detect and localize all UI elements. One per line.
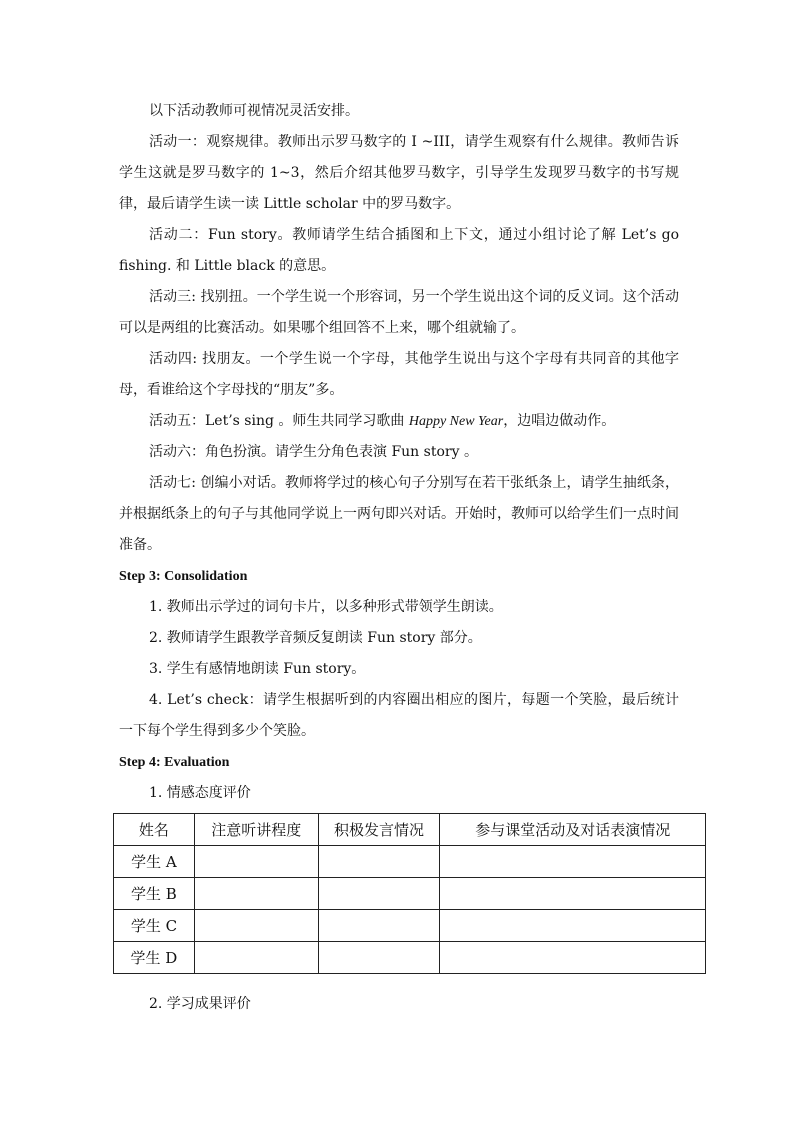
table-row (114, 846, 706, 878)
activity-text: 教师出示罗马数字的 I ~III，请学生观察有什么规律。教师告诉学生这就是罗马数字的 1~3，然后介绍其他罗马数字，引导学生发现罗马数字的书写规律，最后请学生读一读 Little scholar 中的罗马数字。 (119, 134, 679, 212)
cell (440, 846, 706, 878)
intro-paragraph: 以下活动教师可视情况灵活安排。 (149, 103, 359, 119)
activity-text: 找朋友。一个学生说一个字母，其他学生说出与这个字母有共同音的其他字母，看谁给这个字母找的“朋友”多。 (119, 351, 680, 398)
step3-item-1: 1. 教师出示学过的词句卡片，以多种形式带领学生朗读。 (149, 599, 503, 615)
cell (440, 910, 706, 942)
cell-student: 学生 B (114, 878, 195, 910)
cell (318, 910, 440, 942)
step3-check: 4. Let’s check：请学生根据听到的内容圈出相应的图片，每题一个笑脸，最后统计一下每个学生得到多少个笑脸。 (119, 692, 679, 739)
activity-text: 角色扮演。请学生分角色表演 Fun story 。 (205, 444, 478, 460)
table-header-row (114, 814, 706, 846)
song-title: Happy New Year (408, 414, 504, 429)
activity-label: 活动五： (149, 413, 205, 429)
cell-student: 学生 D (114, 942, 195, 974)
activity-text: 找别扭。一个学生说一个形容词，另一个学生说出这个词的反义词。这个活动可以是两组的比赛活动。如果哪个组回答不上来，哪个组就输了。 (119, 289, 680, 336)
step4-sub1: 1. 情感态度评价 (149, 785, 251, 801)
step4-sub2: 2. 学习成果评价 (149, 996, 251, 1012)
activity-7 (119, 468, 679, 561)
activity-label: 活动一：观察规律。 (149, 134, 278, 150)
activity-label: 活动七: (149, 475, 201, 491)
activity-label: 活动六： (149, 444, 205, 460)
evaluation-table (113, 813, 706, 974)
step4-heading: Step 4: Evaluation (119, 755, 230, 770)
activity-3 (119, 282, 679, 344)
activity-2 (119, 220, 679, 282)
step3-heading: Step 3: Consolidation (119, 569, 248, 584)
activity-text: 创编小对话。教师将学过的核心句子分别写在若干张纸条上，请学生抽纸条，并根据纸条上的句子与其他同学说上一两句即兴对话。开始时，教师可以给学生们一点时间准备。 (119, 475, 680, 553)
cell (440, 878, 706, 910)
activity-4 (119, 344, 679, 406)
header-attention: 注意听讲程度 (194, 814, 318, 846)
cell (318, 942, 440, 974)
header-speaking: 积极发言情况 (318, 814, 440, 846)
table-row (114, 878, 706, 910)
cell (194, 846, 318, 878)
cell (194, 878, 318, 910)
cell-student: 学生 C (114, 910, 195, 942)
cell-student: 学生 A (114, 846, 195, 878)
step3-item-2: 2. 教师请学生跟教学音频反复朗读 Fun story 部分。 (149, 630, 482, 646)
activity-text: Let’s sing 。师生共同学习歌曲 (205, 413, 409, 429)
activity-label: 活动四: (149, 351, 203, 367)
lesson-plan-body (119, 96, 679, 809)
activity-text-end: ，边唱边做动作。 (503, 413, 616, 429)
activity-6 (119, 437, 679, 468)
step3-item-3: 3. 学生有感情地朗读 Fun story。 (149, 661, 366, 677)
header-name: 姓名 (114, 814, 195, 846)
activity-5 (119, 406, 679, 437)
activity-label: 活动三: (149, 289, 201, 305)
cell (194, 910, 318, 942)
table-row (114, 910, 706, 942)
activity-text: Fun story。教师请学生结合插图和上下文，通过小组讨论了解 Let’s go fishing. 和 Little black 的意思。 (119, 227, 680, 274)
activity-1 (119, 127, 679, 220)
header-participation: 参与课堂活动及对话表演情况 (440, 814, 706, 846)
cell (318, 846, 440, 878)
cell (318, 878, 440, 910)
cell (440, 942, 706, 974)
cell (194, 942, 318, 974)
table-row (114, 942, 706, 974)
activity-label: 活动二： (149, 227, 208, 243)
